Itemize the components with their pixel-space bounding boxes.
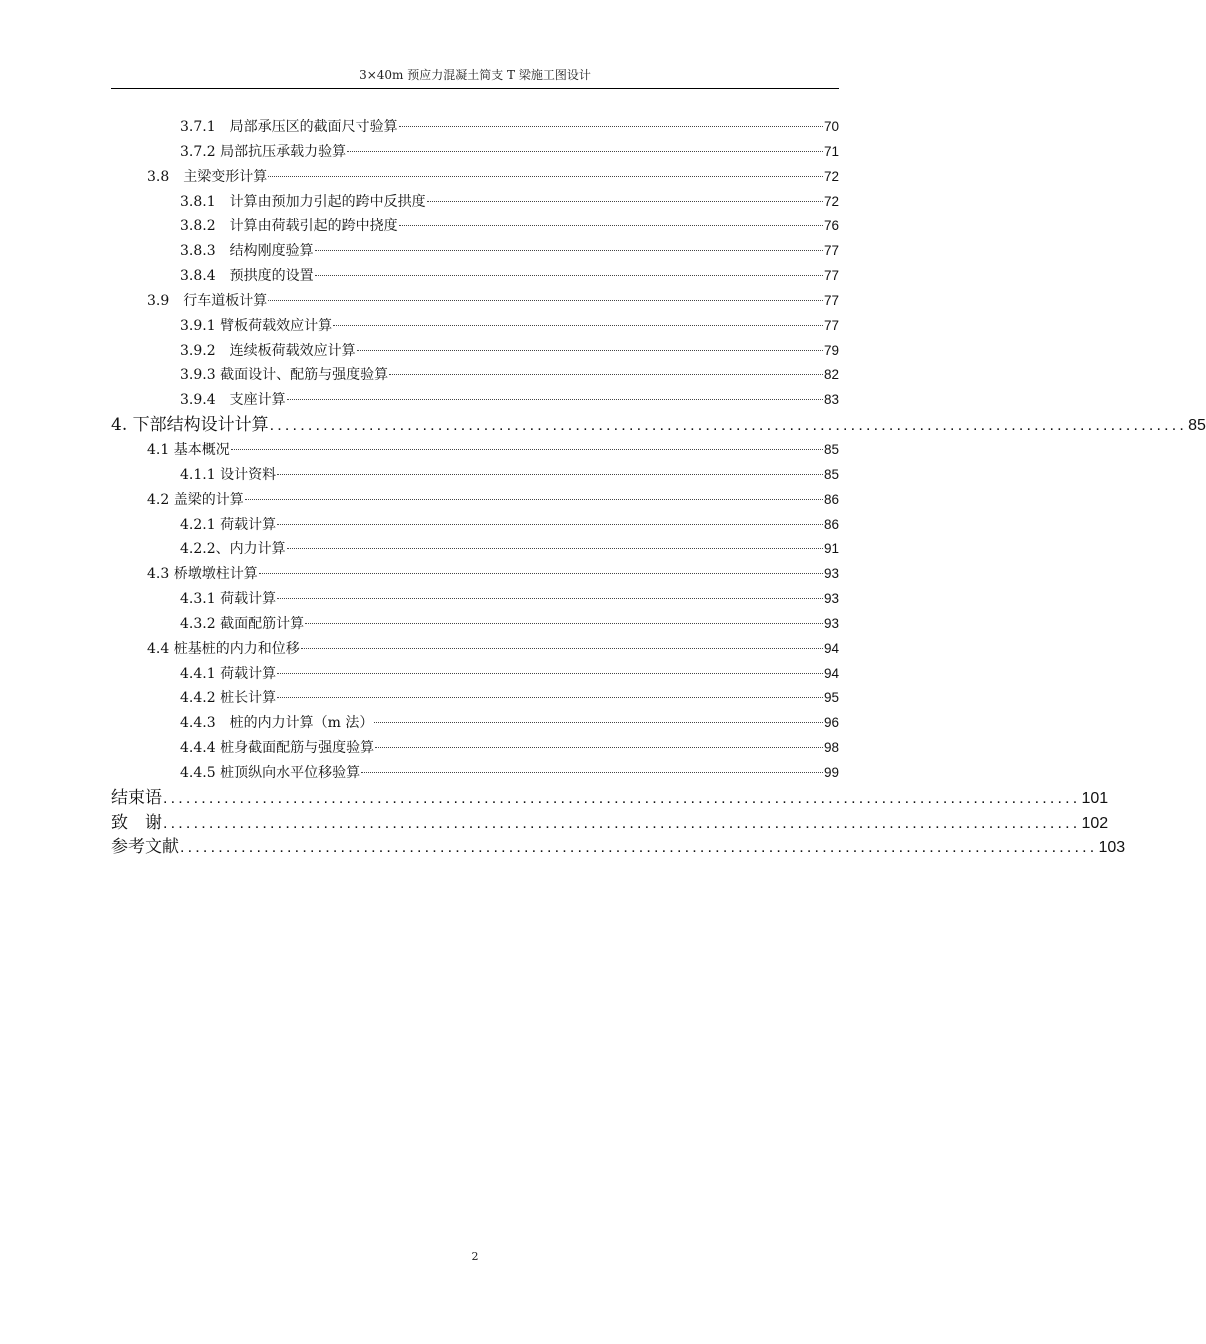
toc-dot-leader [399, 224, 823, 226]
toc-entry-title: 4.4.4 桩身截面配筋与强度验算 [180, 740, 375, 757]
toc-dot-leader [277, 597, 823, 599]
document-title: 3×40m 预应力混凝土简支 T 梁施工图设计 [359, 68, 591, 82]
toc-entry-page: 93 [823, 566, 839, 582]
toc-dot-leader [374, 721, 823, 723]
toc-entry[interactable] [111, 463, 839, 488]
toc-dot-leader: ........................................................................................................................ [163, 789, 1081, 807]
toc-entry-title: 4.2 盖梁的计算 [147, 491, 244, 508]
toc-entry-page: 91 [823, 541, 839, 557]
toc-dot-leader [287, 398, 823, 400]
toc-entry[interactable] [111, 239, 839, 264]
toc-dot-leader [301, 647, 823, 649]
toc-dot-leader [315, 249, 823, 251]
toc-entry-page: 85 [823, 466, 839, 482]
toc-dot-leader [333, 324, 823, 326]
toc-entry-title: 致 谢 [111, 812, 162, 833]
toc-entry-page: 94 [823, 640, 839, 656]
toc-dot-leader [347, 150, 823, 152]
toc-entry[interactable] [111, 537, 839, 562]
toc-entry-page: 85 [823, 441, 839, 457]
toc-entry[interactable] [111, 686, 839, 711]
toc-entry[interactable] [111, 488, 839, 513]
toc-entry[interactable] [111, 612, 839, 637]
toc-entry[interactable] [111, 165, 839, 190]
toc-entry-title: 3.9 行车道板计算 [147, 292, 268, 309]
toc-entry[interactable] [111, 363, 839, 388]
toc-entry-page: 72 [823, 193, 839, 209]
toc-dot-leader [389, 373, 823, 375]
toc-dot-leader [375, 746, 823, 748]
toc-entry[interactable] [111, 587, 839, 612]
toc-dot-leader [277, 696, 823, 698]
toc-entry-title: 4.4 桩基桩的内力和位移 [147, 640, 300, 657]
toc-entry[interactable] [111, 736, 839, 761]
toc-entry[interactable] [111, 413, 1206, 438]
toc-entry-title: 3.8.1 计算由预加力引起的跨中反拱度 [180, 193, 426, 210]
toc-entry[interactable] [111, 811, 1109, 836]
toc-entry-page: 98 [823, 740, 839, 756]
toc-entry-page: 83 [823, 392, 839, 408]
page-header [111, 66, 839, 89]
toc-entry-title: 3.8 主梁变形计算 [147, 168, 268, 185]
toc-dot-leader [305, 622, 823, 624]
toc-dot-leader: ........................................................................................................................ [163, 814, 1081, 832]
table-of-contents [111, 115, 1206, 860]
toc-entry[interactable] [111, 339, 839, 364]
toc-entry[interactable] [111, 438, 839, 463]
toc-dot-leader [287, 547, 823, 549]
toc-entry-title: 3.9.1 臂板荷载效应计算 [180, 317, 333, 334]
toc-entry-title: 4.3.1 荷载计算 [180, 591, 277, 608]
toc-entry-page: 85 [1188, 417, 1206, 435]
toc-entry-title: 参考文献 [111, 837, 179, 858]
toc-entry-page: 93 [823, 615, 839, 631]
toc-entry-page: 76 [823, 218, 839, 234]
toc-entry[interactable] [111, 190, 839, 215]
toc-entry-page: 103 [1098, 839, 1126, 857]
toc-entry[interactable] [111, 513, 839, 538]
toc-dot-leader [277, 672, 823, 674]
toc-entry[interactable] [111, 214, 839, 239]
toc-entry-title: 4.4.3 桩的内力计算（m 法） [180, 715, 374, 732]
toc-entry[interactable] [111, 388, 839, 413]
toc-entry-page: 86 [823, 516, 839, 532]
toc-dot-leader [357, 349, 823, 351]
toc-entry-title: 4. 下部结构设计计算 [111, 415, 269, 436]
toc-dot-leader: ........................................................................................................................ [269, 417, 1188, 435]
toc-dot-leader: ........................................................................................................................ [180, 839, 1098, 857]
toc-entry-title: 4.3 桥墩墩柱计算 [147, 566, 258, 583]
toc-entry-page: 70 [823, 119, 839, 134]
toc-entry-title: 3.9.3 截面设计、配筋与强度验算 [180, 367, 389, 384]
toc-entry-page: 82 [823, 367, 839, 383]
toc-dot-leader [315, 274, 823, 276]
toc-entry[interactable] [111, 662, 839, 687]
toc-dot-leader [268, 175, 823, 177]
toc-entry-page: 94 [823, 665, 839, 681]
toc-entry-page: 79 [823, 342, 839, 358]
toc-entry-page: 99 [823, 764, 839, 780]
toc-entry[interactable] [111, 786, 1109, 811]
toc-dot-leader [427, 200, 823, 202]
toc-entry-title: 结束语 [111, 787, 162, 808]
toc-entry-page: 77 [823, 292, 839, 308]
toc-entry-page: 71 [823, 143, 839, 159]
toc-entry-title: 3.8.4 预拱度的设置 [180, 268, 314, 285]
toc-dot-leader [268, 299, 823, 301]
toc-entry[interactable] [111, 711, 839, 736]
toc-dot-leader [259, 572, 823, 574]
toc-dot-leader [361, 771, 823, 773]
toc-entry-page: 93 [823, 591, 839, 607]
toc-entry-page: 77 [823, 268, 839, 284]
toc-entry-page: 102 [1081, 814, 1109, 832]
toc-entry-title: 4.1.1 设计资料 [180, 466, 277, 483]
toc-dot-leader [245, 498, 823, 500]
toc-entry[interactable] [111, 562, 839, 587]
toc-entry[interactable] [111, 140, 839, 165]
toc-entry-title: 4.2.1 荷载计算 [180, 516, 277, 533]
toc-dot-leader [277, 523, 823, 525]
toc-entry-title: 4.4.5 桩顶纵向水平位移验算 [180, 764, 361, 781]
toc-entry[interactable] [111, 761, 839, 786]
toc-entry[interactable] [111, 264, 839, 289]
toc-entry-page: 77 [823, 243, 839, 259]
toc-entry-title: 3.9.4 支座计算 [180, 392, 286, 409]
toc-entry-title: 4.2.2、内力计算 [180, 541, 286, 558]
toc-entry-title: 3.8.2 计算由荷载引起的跨中挠度 [180, 218, 398, 235]
toc-entry-title: 4.4.2 桩长计算 [180, 690, 277, 707]
toc-dot-leader [277, 473, 823, 475]
toc-entry[interactable] [111, 637, 839, 662]
toc-entry-page: 86 [823, 491, 839, 507]
toc-entry-page: 77 [823, 317, 839, 333]
page-number: 2 [471, 1250, 479, 1263]
toc-dot-leader [231, 448, 823, 450]
toc-entry-title: 3.7.1 局部承压区的截面尺寸验算 [180, 119, 398, 135]
toc-entry-page: 101 [1081, 789, 1109, 807]
toc-entry[interactable] [111, 314, 839, 339]
toc-entry-title: 4.1 基本概况 [147, 441, 230, 458]
toc-entry-page: 96 [823, 715, 839, 731]
toc-entry[interactable] [111, 835, 1126, 860]
toc-entry-title: 4.4.1 荷载计算 [180, 665, 277, 682]
toc-entry-title: 3.7.2 局部抗压承载力验算 [180, 143, 347, 160]
toc-entry-title: 3.9.2 连续板荷载效应计算 [180, 342, 356, 359]
toc-entry-title: 3.8.3 结构刚度验算 [180, 243, 314, 260]
toc-dot-leader [399, 125, 823, 127]
toc-entry[interactable] [111, 289, 839, 314]
toc-entry[interactable] [111, 115, 839, 140]
toc-entry-page: 72 [823, 168, 839, 184]
toc-entry-title: 4.3.2 截面配筋计算 [180, 615, 305, 632]
toc-entry-page: 95 [823, 690, 839, 706]
